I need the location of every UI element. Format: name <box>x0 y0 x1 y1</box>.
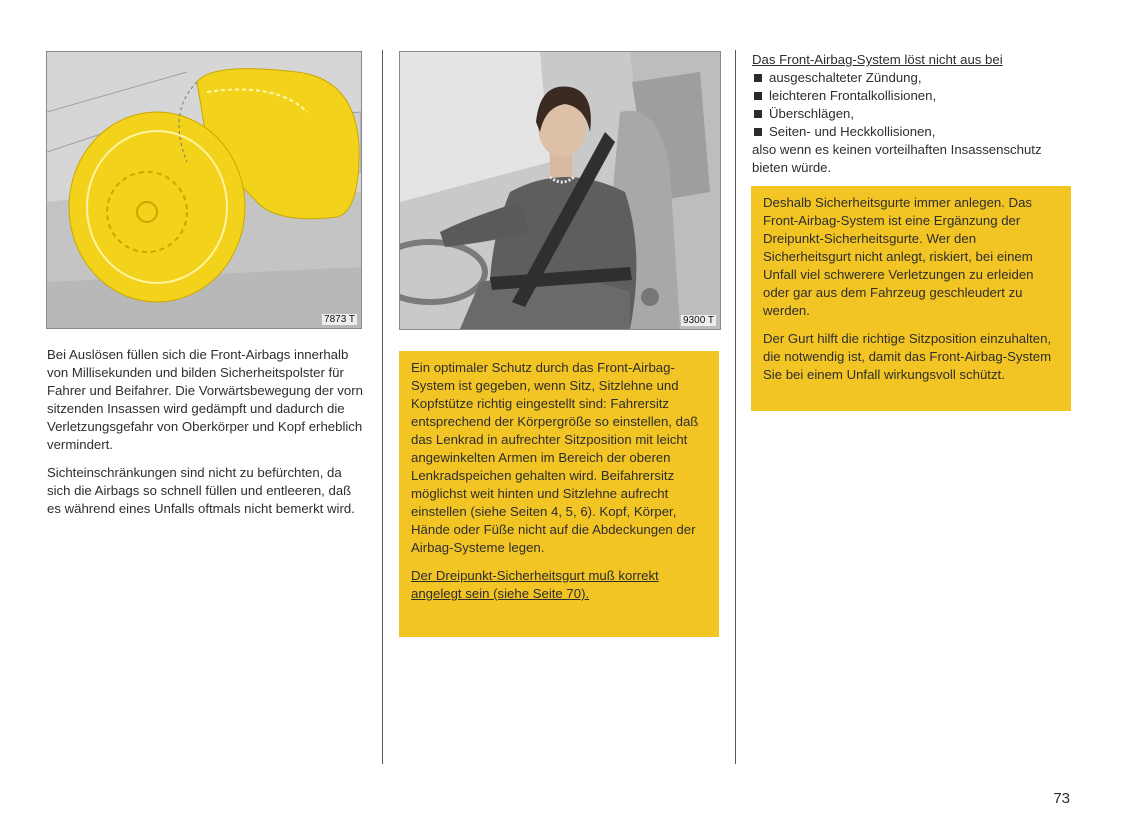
list-item: Überschlägen, <box>752 105 1064 123</box>
column-divider-left <box>382 50 383 764</box>
no-deploy-conditions-list <box>752 69 1064 141</box>
airbag-deployment-illustration <box>46 51 362 329</box>
figure-label-middle: 9300 T <box>683 315 714 326</box>
page-number: 73 <box>1053 790 1070 807</box>
airbag-no-deploy-heading: Das Front-Airbag-System löst nicht aus bei <box>752 52 1003 67</box>
airbag-deployment-paragraph: Bei Auslösen füllen sich die Front-Airbags innerhalb von Millisekunden und bilden Sicherheitspolster für Fahrer und Beifahrer. Die Vorwärtsbewegung der vorn sitzenden Insassen wird gedämpft und dadurch die Verletzungsgefahr von Oberkörper und Kopf erheblich vermindert. <box>47 347 363 452</box>
right-column-text <box>752 51 1064 177</box>
list-item: ausgeschalteter Zündung, <box>752 69 1064 87</box>
visibility-paragraph: Sichteinschränkungen sind nicht zu befürchten, da sich die Airbags so schnell füllen und entleeren, daß es während eines Unfalls oftmals nicht bemerkt wird. <box>47 465 355 516</box>
seat-adjustment-paragraph: Ein optimaler Schutz durch das Front-Airbag-System ist gegeben, wenn Sitz, Sitzlehne und Kopfstütze richtig eingestellt sind: Fahrersitz entsprechend der Körpergröße so einstellen, daß das Lenkrad in aufrechter Sitzposition mit leicht angewinkelten Armen im Bereich der oberen Lenkradspeichen gehalten wird. Beifahrersitz möglichst weit hinten und Sitzlehne aufrecht einstellen (siehe Seiten 4, 5, 6). Kopf, Körper, Hände oder Füße nicht auf die Abdeckungen der Airbag-Systeme legen. <box>411 360 699 555</box>
column-divider-right <box>735 50 736 764</box>
seat-position-paragraph: Der Gurt hilft die richtige Sitzposition einzuhalten, die notwendig ist, damit das Front-Airbag-System Sie bei einem Unfall wirkungsvoll schützt. <box>763 331 1052 382</box>
list-item: leichteren Frontalkollisionen, <box>752 87 1064 105</box>
seatbelt-warning-box <box>751 186 1071 411</box>
seatbelt-reference-paragraph: Der Dreipunkt-Sicherheitsgurt muß korrekt angelegt sein (siehe Seite 70). <box>411 568 659 601</box>
seat-adjustment-notice <box>399 351 719 637</box>
left-column-text <box>47 346 363 528</box>
list-item: Seiten- und Heckkollisionen, <box>752 123 1064 141</box>
no-deploy-closing-text: also wenn es keinen vorteilhaften Insassenschutz bieten würde. <box>752 142 1042 175</box>
seatbelt-driver-photo <box>399 51 721 330</box>
seatbelt-always-paragraph: Deshalb Sicherheitsgurte immer anlegen. Das Front-Airbag-System ist eine Ergänzung der Dreipunkt-Sicherheitsgurte. Wer den Sicherheitsgurt nicht anlegt, riskiert, bei einem Unfall viel schwerere Verletzungen zu erleiden oder gar aus dem Fahrzeug geschleudert zu werden. <box>763 195 1034 318</box>
figure-label-left: 7873 T <box>324 314 355 325</box>
